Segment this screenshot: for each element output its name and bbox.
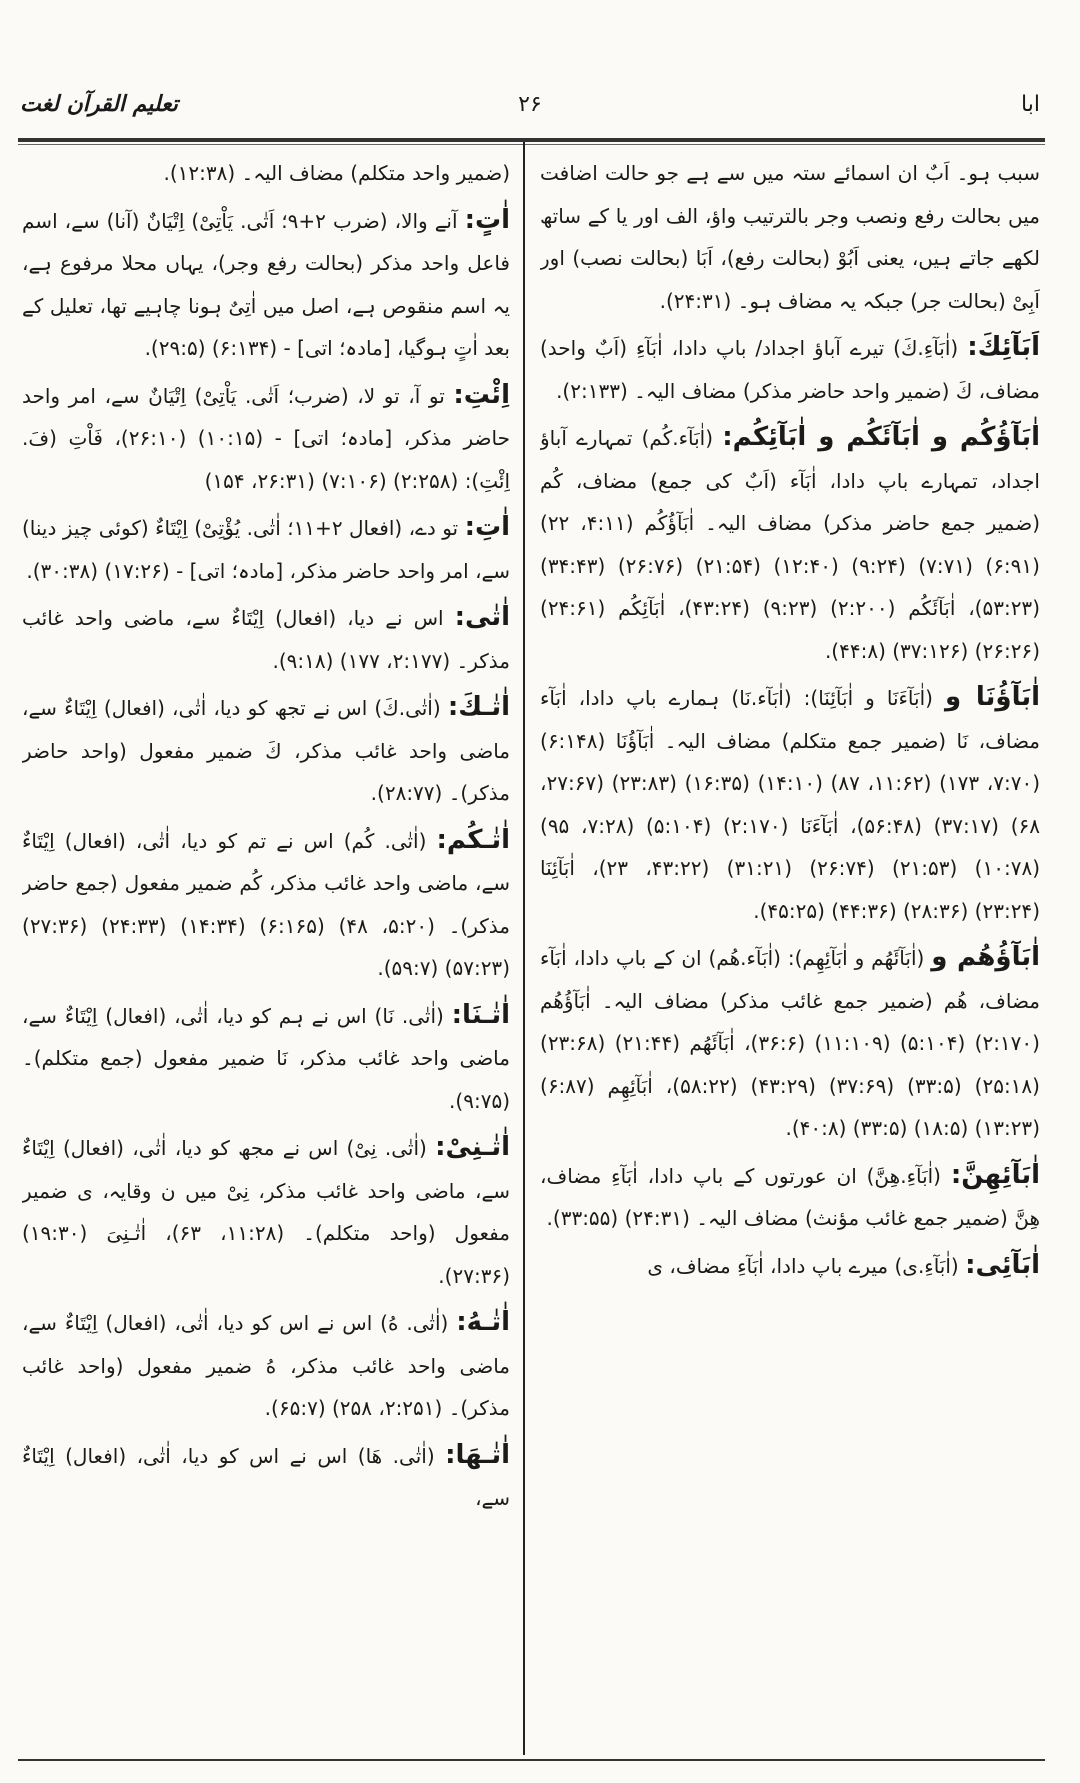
dictionary-entry xyxy=(540,936,1040,1150)
dictionary-entry xyxy=(22,1434,510,1520)
header-rule-thin xyxy=(18,144,1045,145)
right-column xyxy=(540,152,1040,1753)
entry-headword: اٰبَآؤُكُم و اٰبَآئَكُم و اٰبَآئِكُم: xyxy=(722,422,1040,452)
entry-headword: اٰبَآؤُنَا و xyxy=(944,682,1040,712)
dictionary-entry xyxy=(22,199,510,370)
dictionary-entry xyxy=(540,152,1040,322)
dictionary-entry xyxy=(22,596,510,682)
dictionary-entry xyxy=(540,1154,1040,1240)
entry-headword: اٰتٰـهَا: xyxy=(445,1439,510,1470)
entry-headword: اٰتٰـنَا: xyxy=(451,999,510,1030)
entry-definition: (اٰتٰی. نِیْ) اس نے مجھ کو دیا، اٰتٰی، (افعال) اِیْتَاءٌ سے، ماضی واحد غائب مذکر، نِیْ میں ن وقایہ، ی ضمیر مفعول (واحد متکلم)۔ (۱۱:۲۸، ۶۳)، اٰتٰـنِیَ (۱۹:۳۰) (۲۷:۳۶). xyxy=(22,1136,510,1288)
dictionary-entry xyxy=(22,1126,510,1297)
dictionary-entry xyxy=(22,374,510,503)
column-divider xyxy=(523,142,525,1755)
entry-definition: (اٰتٰی. هُ) اس نے اس کو دیا، اٰتٰی، (افعال) اِیْتَاءٌ سے، ماضی واحد غائب مذکر، هُ ضمیر مفعول (واحد غائب مذکر)۔ (۲:۲۵۱، ۲۵۸) (۶۵:۷). xyxy=(22,1311,510,1420)
entry-definition: (اٰبَآء.كُم) تمہارے آباؤ اجداد، تمہارے باپ دادا، اٰبَآء (اَبٌ کی جمع) مضاف، كُم (ضمیر جمع حاضر مذکر) مضاف الیہ۔ اٰبَآؤُكُم (۴:۱۱، ۲۲) (۶:۹۱) (۷:۷۱) (۹:۲۴) (۱۲:۴۰) (۲۱:۵۴) (۲۶:۷۶) (۳۴:۴۳) (۵۳:۲۳)، اٰبَآئَكُم (۲:۲۰۰) (۹:۲۳) (۴۳:۲۴)، اٰبَآئِكُم (۲۴:۶۱) (۲۶:۲۶) (۳۷:۱۲۶) (۴۴:۸). xyxy=(540,426,1040,663)
dictionary-entry xyxy=(22,506,510,592)
book-title: تعلیم القرآن لغت xyxy=(20,92,178,117)
dictionary-entry xyxy=(540,416,1040,672)
entry-headword: اٰبَآئِی: xyxy=(965,1249,1040,1280)
header-entry-word: ابا xyxy=(1021,92,1040,117)
dictionary-entry xyxy=(540,1244,1040,1288)
header-rule xyxy=(18,138,1045,142)
entry-definition: (اٰتٰی. نَا) اس نے ہم کو دیا، اٰتٰی، (افعال) اِیْتَاءٌ سے، ماضی واحد غائب مذکر، نَا ضمیر مفعول (جمع متکلم)۔ (۹:۷۵). xyxy=(22,1003,510,1113)
entry-definition: (اٰبَآءِ.هِنَّ) ان عورتوں کے باپ دادا، اٰبَآءِ مضاف، هِنَّ (ضمیر جمع غائب مؤنث) مضاف الیہ۔ (۲۴:۳۱) (۳۳:۵۵). xyxy=(540,1163,1040,1230)
dictionary-entry xyxy=(22,686,510,815)
dictionary-entry xyxy=(540,326,1040,412)
page-number: ۲۶ xyxy=(518,92,542,117)
entry-definition: (اٰبَآءِ.كَ) تیرے آباؤ اجداد/ باپ دادا، اٰبَآءِ (اَبٌ واحد) مضاف، كَ (ضمیر واحد حاضر مذکر) مضاف الیہ۔ (۲:۱۳۳). xyxy=(540,336,1040,403)
entry-headword: اٰبَآؤُهُم و xyxy=(931,942,1040,972)
entry-headword: اٰتٰـهُ: xyxy=(456,1307,510,1337)
entry-headword: اِئْتِ: xyxy=(453,379,510,410)
entry-headword: اٰتٰی: xyxy=(454,602,510,632)
entry-definition: (اٰبَآءَنَا و اٰبَآئِنَا): (اٰبَآء.نَا) ہمارے باپ دادا، اٰبَآء مضاف، نَا (ضمیر جمع متکلم) مضاف الیہ۔ اٰبَآؤُنَا (۶:۱۴۸) (۷:۷۰، ۱۷۳) (۱۱:۶۲، ۸۷) (۱۴:۱۰) (۱۶:۳۵) (۲۳:۸۳) (۲۷:۶۷، ۶۸) (۳۷:۱۷) (۵۶:۴۸)، اٰبَآءَنَا (۲:۱۷۰) (۵:۱۰۴) (۷:۲۸، ۹۵) (۱۰:۷۸) (۲۱:۵۳) (۲۶:۷۴) (۳۱:۲۱) (۴۳:۲۲، ۲۳)، اٰبَآئِنَا (۲۳:۲۴) (۲۸:۳۶) (۴۴:۳۶) (۴۵:۲۵). xyxy=(540,686,1040,923)
entry-definition: آنے والا، (ضرب ۲+۹؛ اَتٰی. یَاْتِیْ) اِتْیَانٌ (آنا) سے، اسم فاعل واحد مذکر (بحالت رفع وجر)، یہاں محلا مرفوع ہے، یہ اسم منقوص ہے، اصل میں اٰتِیٌ ہونا چاہیے تھا، تعلیل کے بعد اٰتٍ ہوگیا، [مادہ؛ اتی] - (۶:۱۳۴) (۲۹:۵). xyxy=(22,208,510,360)
entry-definition: (ضمیر واحد متکلم) مضاف الیہ۔ (۱۲:۳۸). xyxy=(163,161,510,185)
entry-headword: اٰتِ: xyxy=(464,512,510,542)
entry-definition: سبب ہو۔ اَبٌ ان اسمائے ستہ میں سے ہے جو حالت اضافت میں بحالت رفع ونصب وجر بالترتیب واؤ، الف اور یا کے ساتھ لکھے جاتے ہیں، یعنی اَبُوْ (بحالت رفع)، اَبَا (بحالت نصب) اور اَبِیْ (بحالت جر) جبکہ یہ مضاف ہو۔ (۲۴:۳۱). xyxy=(540,161,1040,313)
entry-definition: (اٰتٰی. كُم) اس نے تم کو دیا، اٰتٰی، (افعال) اِیْتَاءٌ سے، ماضی واحد غائب مذکر، كُم ضمیر مفعول (جمع حاضر مذکر)۔ (۵:۲۰، ۴۸) (۶:۱۶۵) (۱۴:۳۴) (۲۴:۳۳) (۲۷:۳۶) (۵۷:۲۳) (۵۹:۷). xyxy=(22,828,510,980)
entry-headword: اٰتٰـنِیْ: xyxy=(435,1132,510,1162)
entry-headword: اَبَآئِكَ: xyxy=(967,332,1040,362)
entry-headword: اٰبَآئِهِنَّ: xyxy=(950,1159,1040,1190)
entry-headword: اٰتٰـكُم: xyxy=(436,824,510,855)
dictionary-entry xyxy=(22,819,510,990)
entry-definition: (اٰتٰی. هَا) اس نے اس کو دیا، اٰتٰی، (افعال) اِیْتَاءٌ سے، xyxy=(22,1443,510,1510)
page-header xyxy=(20,92,1040,132)
footer-rule xyxy=(18,1759,1045,1761)
dictionary-entry xyxy=(540,676,1040,932)
left-column xyxy=(22,152,510,1753)
entry-definition: اس نے دیا، (افعال) اِیْتَاءٌ سے، ماضی واحد غائب مذکر۔ (۲:۱۷۷، ۱۷۷) (۹:۱۸). xyxy=(22,606,510,673)
dictionary-entry xyxy=(22,1301,510,1430)
dictionary-entry xyxy=(22,152,510,195)
dictionary-entry xyxy=(22,994,510,1123)
entry-definition: تو آ، تو لا، (ضرب؛ اَتٰی. یَاْتِیْ) اِتْیَانٌ سے، امر واحد حاضر مذکر، [مادہ؛ اتی] - (۱۰:۱۵) (۲۶:۱۰)، فَاْتِ (فَ. اِئْتِ): (۲:۲۵۸) (۷:۱۰۶) (۲۶:۳۱، ۱۵۴) xyxy=(22,383,510,493)
entry-headword: اٰتٰـكَ: xyxy=(447,692,510,722)
entry-headword: اٰتٍ: xyxy=(464,204,510,235)
entry-definition: (اٰتٰی.كَ) اس نے تجھ کو دیا، اٰتٰی، (افعال) اِیْتَاءٌ سے، ماضی واحد غائب مذکر، كَ ضمیر مفعول (واحد حاضر مذکر)۔ (۲۸:۷۷). xyxy=(22,696,510,805)
entry-definition: (اٰبَآءِ.ی) میرے باپ دادا، اٰبَآءِ مضاف، ی xyxy=(647,1253,959,1278)
entry-definition: تو دے، (افعال ۲+۱۱؛ اٰتٰی. یُؤْتِیْ) اِیْتَاءٌ (کوئی چیز دینا) سے، امر واحد حاضر مذکر، [مادہ؛ اتی] - (۱۷:۲۶) (۳۰:۳۸). xyxy=(22,516,510,583)
entry-definition: (اٰبَآئَهُم و اٰبَآئِهِم): (اٰبَآء.هُم) ان کے باپ دادا، اٰبَآء مضاف، هُم (ضمیر جمع غائب مذکر) مضاف الیہ۔ اٰبَآؤُهُم (۲:۱۷۰) (۵:۱۰۴) (۱۱:۱۰۹) (۳۶:۶)، اٰبَآئَهُم (۲۱:۴۴) (۲۳:۶۸) (۲۵:۱۸) (۳۳:۵) (۳۷:۶۹) (۴۳:۲۹) (۵۸:۲۲)، اٰبَآئِهِم (۶:۸۷) (۱۳:۲۳) (۱۸:۵) (۳۳:۵) (۴۰:۸). xyxy=(540,946,1040,1140)
